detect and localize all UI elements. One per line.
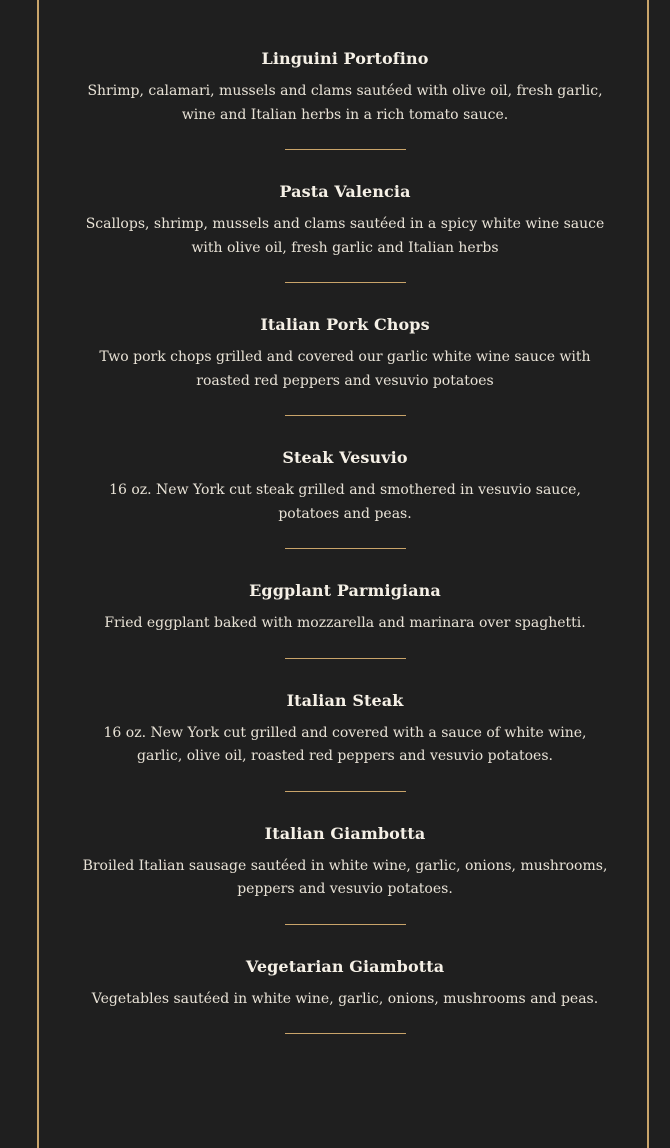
menu-item-description: Two pork chops grilled and covered our garlic white wine sauce with roasted red peppers and vesuvio potatoes (99, 349, 591, 389)
menu-item (80, 955, 610, 1035)
menu-item-description: Vegetables sautéed in white wine, garlic, onions, mushrooms and peas. (91, 990, 599, 1007)
menu-item (80, 47, 610, 150)
menu-item-description: Fried eggplant baked with mozzarella and marinara over spaghetti. (104, 615, 586, 631)
menu-item (80, 446, 610, 549)
menu-item-title: Eggplant Parmigiana (249, 581, 441, 600)
menu-item-title: Vegetarian Giambotta (245, 956, 445, 976)
menu-item-title: Pasta Valencia (279, 182, 411, 201)
menu-divider (285, 924, 406, 925)
menu-item (80, 689, 610, 792)
menu-item-description: Shrimp, calamari, mussels and clams sautéed with olive oil, fresh garlic, wine and Italian herbs in a rich tomato sauce. (87, 83, 603, 123)
menu-list (80, 47, 610, 1064)
menu-item-description: Broiled Italian sausage sautéed in white wine, garlic, onions, mushrooms, peppers and vesuvio potatoes. (82, 857, 608, 897)
menu-item-title: Linguini Portofino (261, 49, 429, 68)
menu-divider (285, 1033, 406, 1034)
menu-item-title: Italian Steak (286, 690, 404, 710)
menu-item-title: Italian Pork Chops (260, 315, 430, 334)
menu-item (80, 579, 610, 659)
menu-item-title: Italian Giambotta (264, 823, 426, 843)
menu-item-description: 16 oz. New York cut steak grilled and smothered in vesuvio sauce, potatoes and peas. (109, 482, 581, 522)
menu-divider (285, 548, 406, 549)
menu-divider (285, 149, 406, 150)
menu-divider (285, 415, 406, 416)
menu-divider (285, 791, 406, 792)
menu-item-title: Steak Vesuvio (282, 448, 408, 467)
menu-item (80, 180, 610, 283)
menu-item (80, 313, 610, 416)
menu-divider (285, 282, 406, 283)
menu-divider (285, 658, 406, 659)
menu-item-description: Scallops, shrimp, mussels and clams sautéed in a spicy white wine sauce with olive oil, fresh garlic and Italian herbs (85, 216, 605, 256)
menu-item-description: 16 oz. New York cut grilled and covered with a sauce of white wine, garlic, olive oil, roasted red peppers and vesuvio potatoes. (103, 724, 587, 764)
menu-item (80, 822, 610, 925)
